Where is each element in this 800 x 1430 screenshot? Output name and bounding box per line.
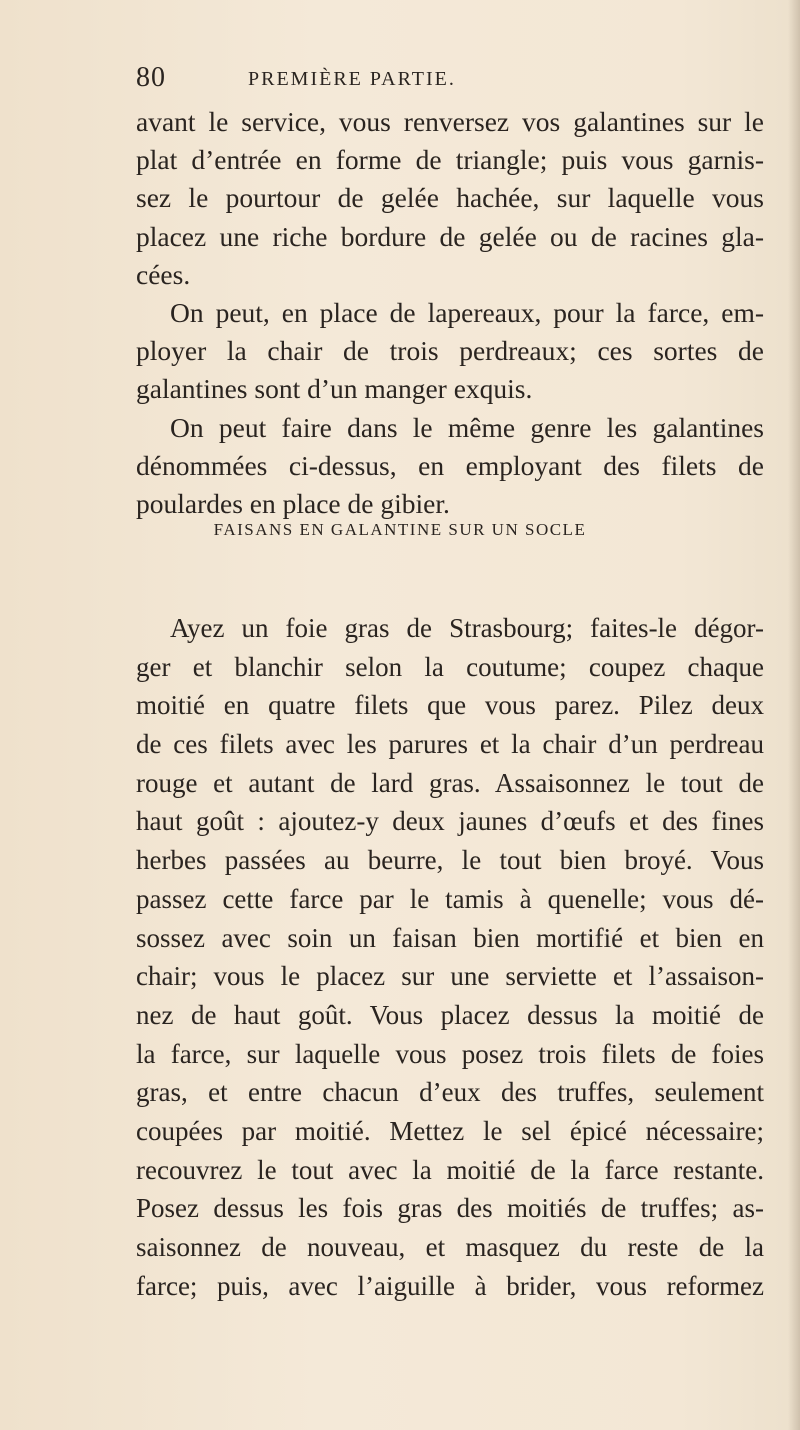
text-line: farce; puis, avec l’aiguille à brider, vous reformez xyxy=(136,1270,764,1301)
text-line: Ayez un foie gras de Strasbourg; faites-le dégor- xyxy=(170,613,764,643)
text-line: saisonnez de nouveau, et masquez du reste de la xyxy=(136,1232,764,1262)
text-line: gras, et entre chacun d’eux des truffes, seulement xyxy=(136,1077,764,1108)
text-line: haut goût : ajoutez-y deux jaunes d’œufs et des fines xyxy=(136,806,764,837)
text-line: sossez avec soin un faisan bien mortifié et bien en xyxy=(136,922,764,953)
text-line: coupées par moitié. Mettez le sel épicé nécessaire; xyxy=(136,1115,764,1146)
text-line: poulardes en place de gibier. xyxy=(136,487,450,519)
text-line: cées. xyxy=(136,258,191,290)
text-line: sez le pourtour de gelée hachée, sur laquelle vous xyxy=(136,182,764,214)
text-line: nez de haut goût. Vous placez dessus la moitié de xyxy=(136,999,764,1030)
text-line: chair; vous le placez sur une serviette et l’assaison- xyxy=(136,961,764,992)
text-line: placez une riche bordure de gelée ou de racines gla- xyxy=(136,220,764,252)
page-header xyxy=(0,62,800,102)
text-block-before-heading xyxy=(136,103,764,523)
text-line: dénommées ci-dessus, en employant des filets de xyxy=(136,449,764,481)
text-block-after-heading xyxy=(136,609,764,1305)
text-line: moitié en quatre filets que vous parez. Pilez deux xyxy=(136,690,764,721)
text-line: ployer la chair de trois perdreaux; ces sortes de xyxy=(136,335,764,367)
text-line: On peut faire dans le même genre les galantines xyxy=(170,411,764,443)
text-line: galantines sont d’un manger exquis. xyxy=(136,373,533,405)
text-line: ger et blanchir selon la coutume; coupez chaque xyxy=(136,651,764,682)
text-line: passez cette farce par le tamis à quenelle; vous dé- xyxy=(136,883,764,914)
text-line: recouvrez le tout avec la moitié de la farce restante. xyxy=(136,1154,764,1185)
section-heading: FAISANS EN GALANTINE SUR UN SOCLE xyxy=(213,520,587,539)
text-line: avant le service, vous renversez vos galantines sur le xyxy=(136,106,764,137)
text-line: herbes passées au beurre, le tout bien broyé. Vous xyxy=(136,845,764,876)
text-line: rouge et autant de lard gras. Assaisonnez le tout de xyxy=(136,767,764,798)
text-line: Posez dessus les fois gras des moitiés de truffes; as- xyxy=(136,1193,764,1224)
text-line: de ces filets avec les parures et la chair d’un perdreau xyxy=(136,729,764,760)
page-edge-shadow xyxy=(788,0,800,1430)
text-line: On peut, en place de lapereaux, pour la farce, em- xyxy=(170,296,764,328)
text-line: plat d’entrée en forme de triangle; puis vous garnis- xyxy=(136,144,764,176)
text-line: la farce, sur laquelle vous posez trois filets de foies xyxy=(136,1038,764,1069)
running-head: PREMIÈRE PARTIE. xyxy=(248,68,456,90)
page-number: 80 xyxy=(136,62,166,93)
